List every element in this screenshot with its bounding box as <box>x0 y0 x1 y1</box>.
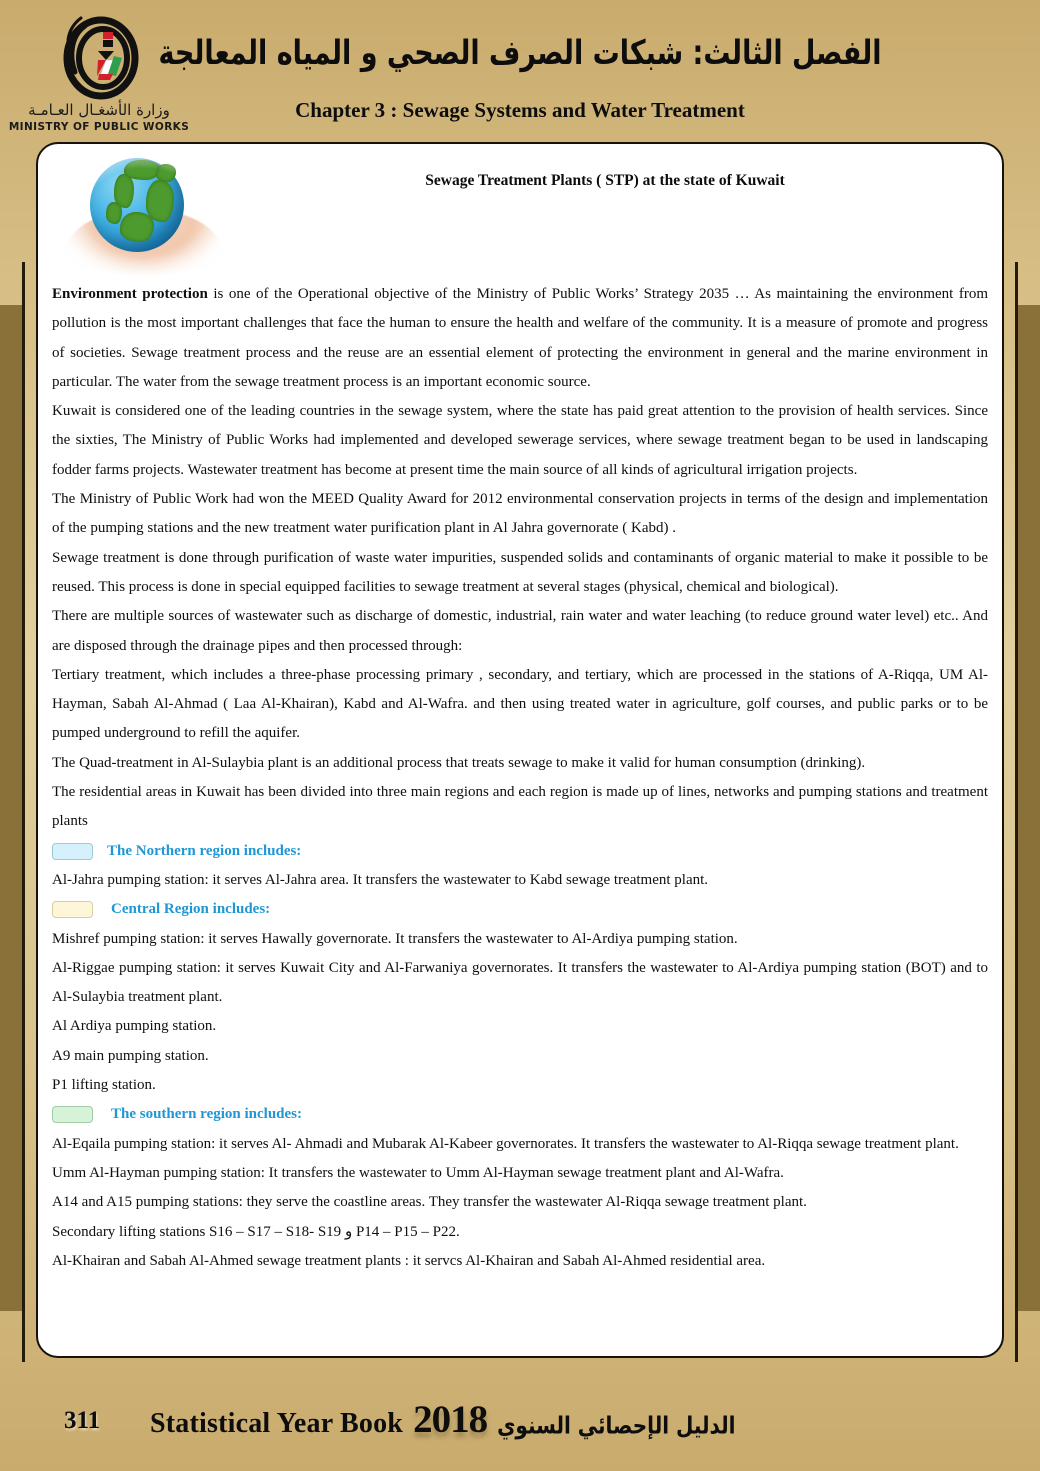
southern-item-1: Al-Eqaila pumping station: it serves Al- Ahmadi and Mubarak Al-Kabeer governorates. It transfers the wastewater to Al-Riqqa sewage treatment plant. <box>52 1135 959 1152</box>
central-item-1: Mishref pumping station: it serves Hawally governorate. It transfers the wastewater to Al-Ardiya pumping station. <box>52 930 738 947</box>
region-color-chip-green <box>52 1106 93 1123</box>
left-edge-rule <box>22 262 25 1362</box>
paragraph-1-text: is one of the Operational objective of the Ministry of Public Works’ Strategy 2035 … As maintaining the environment from pollution is the most important challenges that face the human to ensure the health and welfare of the community. It is a measure of promote and progress of societies. Sewage treatment process and the reuse are an essential element of protecting the environment in general and the marine environment in particular. The water from the sewage treatment process is an important economic source. <box>52 286 989 390</box>
page-title: Sewage Treatment Plants ( STP) at the state of Kuwait <box>425 172 785 189</box>
region-heading-central <box>52 895 988 924</box>
paragraph-5: There are multiple sources of wastewater such as discharge of domestic, industrial, rain water and water leaching (to reduce ground water level) etc.. And are disposed through the drainage pipes and then processed through: <box>52 608 988 654</box>
region-color-chip-yellow <box>52 901 93 918</box>
region-heading-northern <box>52 837 988 866</box>
footer-title-group <box>150 1397 910 1442</box>
globe-in-hand-image <box>64 152 224 274</box>
southern-item-4: Secondary lifting stations S16 – S17 – S18- S19 و P14 – P15 – P22. <box>52 1223 460 1240</box>
left-border-band <box>0 305 22 1311</box>
central-item-5: P1 lifting station. <box>52 1077 156 1094</box>
central-item-4: A9 main pumping station. <box>52 1047 209 1064</box>
paragraph-2: Kuwait is considered one of the leading countries in the sewage system, where the state has paid great attention to the provision of health services. Since the sixties, The Ministry of Public Works had implemented and developed sewerage services, where sewage treatment began to be used in landscaping fodder farms projects. Wastewater treatment has become at present time the main source of all kinds of agricultural irrigation projects. <box>52 403 988 478</box>
region-heading-northern-label: The Northern region includes: <box>107 842 302 859</box>
ministry-logo-english-label: MINISTRY OF PUBLIC WORKS <box>8 121 190 133</box>
earth-globe-icon <box>90 158 184 252</box>
region-heading-southern <box>52 1100 988 1129</box>
article-body <box>52 280 988 1276</box>
northern-item-1: Al-Jahra pumping station: it serves Al-Jahra area. It transfers the wastewater to Kabd sewage treatment plant. <box>52 871 709 888</box>
footer-title-english: Statistical Year Book <box>150 1408 404 1439</box>
content-card <box>36 142 1004 1358</box>
southern-item-3: A14 and A15 pumping stations: they serve the coastline areas. They transfer the wastewater Al-Riqqa sewage treatment plant. <box>52 1194 807 1211</box>
region-color-chip-blue <box>52 843 93 860</box>
footer-year: 2018 <box>413 1398 488 1441</box>
paragraph-3: The Ministry of Public Work had won the MEED Quality Award for 2012 environmental conservation projects in terms of the design and implementation of the pumping stations and the new treatment water purification plant in Al Jahra governorate ( Kabd) . <box>52 491 988 537</box>
chapter-title-arabic: الفصل الثالث: شبكات الصرف الصحي و المياه المعالجة <box>158 34 882 73</box>
paragraph-1 <box>52 280 988 397</box>
central-item-2: Al-Riggae pumping station: it serves Kuwait City and Al-Farwaniya governorates. It transfers the wastewater to Al-Ardiya pumping station (BOT) and to Al-Sulaybia treatment plant. <box>52 959 988 1006</box>
right-border-band <box>1018 305 1040 1311</box>
region-heading-southern-label: The southern region includes: <box>111 1106 302 1123</box>
right-edge-rule <box>1015 262 1018 1362</box>
chapter-title-english: Chapter 3 : Sewage Systems and Water Treatment <box>295 98 745 122</box>
footer-title-arabic: الدليل الإحصائي السنوي <box>497 1410 736 1440</box>
page-footer <box>0 1363 1040 1471</box>
page-header <box>0 0 1040 140</box>
southern-item-5: Al-Khairan and Sabah Al-Ahmed sewage treatment plants : it servcs Al-Khairan and Sabah Al-Ahmed residential area. <box>52 1252 766 1269</box>
page-number: 311 <box>64 1407 101 1434</box>
paragraph-8: The residential areas in Kuwait has been divided into three main regions and each region is made up of lines, networks and pumping stations and treatment plants <box>52 784 988 830</box>
region-heading-central-label: Central Region includes: <box>111 901 271 918</box>
southern-item-2: Umm Al-Hayman pumping station: It transfers the wastewater to Umm Al-Hayman sewage treatment plant and Al-Wafra. <box>52 1164 784 1181</box>
paragraph-1-lead: Environment protection <box>52 286 208 302</box>
ministry-logo-arabic-label: وزارة الأشغـال العـامـة <box>28 101 170 119</box>
paragraph-6: Tertiary treatment, which includes a three-phase processing primary , secondary, and tertiary, which are processed in the stations of A-Riqqa, UM Al-Hayman, Sabah Al-Ahmad ( Laa Al-Khairan), Kabd and Al-Wafra. and then using treated water in agriculture, golf courses, and public parks or to be pumped underground to refill the aquifer. <box>52 666 988 742</box>
paragraph-4: Sewage treatment is done through purification of waste water impurities, suspended solids and contaminants of organic material to make it possible to be reused. This process is done in special equipped facilities to sewage treatment at several stages (physical, chemical and biological). <box>52 549 988 595</box>
paragraph-7: The Quad-treatment in Al-Sulaybia plant is an additional process that treats sewage to make it valid for human consumption (drinking). <box>52 754 866 771</box>
central-item-3: Al Ardiya pumping station. <box>52 1018 217 1035</box>
